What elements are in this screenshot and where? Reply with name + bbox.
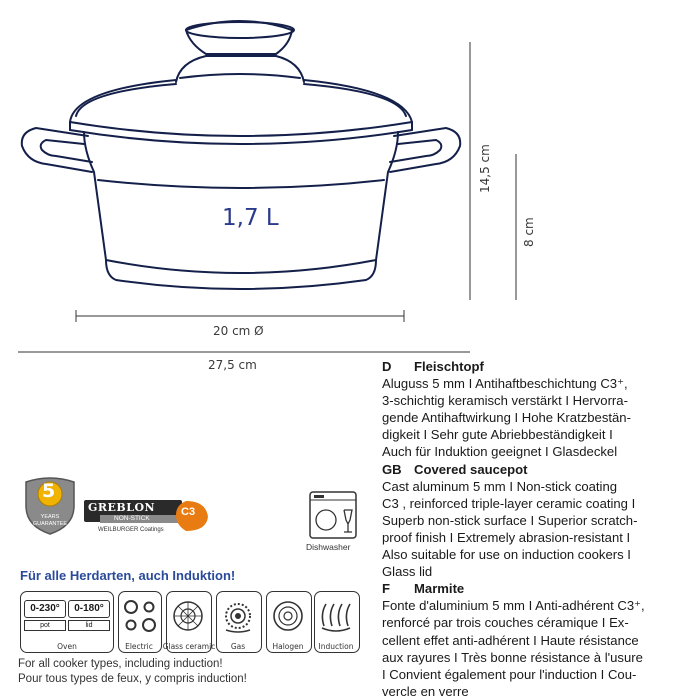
f-line: Fonte d'aluminium 5 mm I Anti-adhérent C3⁺,: [382, 598, 645, 614]
induction-label: Induction: [318, 642, 354, 651]
cooker-footer-fr: Pour tous types de feux, y compris induction!: [18, 673, 247, 685]
f-title: Marmite: [414, 581, 465, 597]
product-description: [382, 358, 694, 700]
de-code: D: [382, 359, 392, 374]
f-line: renforcé par trois couches céramique I Ex-: [382, 615, 629, 631]
de-line: gende Antihaftwirkung I Hohe Kratzbestän-: [382, 410, 631, 426]
oven-label: Oven: [57, 642, 77, 651]
f-code: F: [382, 581, 390, 597]
electric-hob-icon: [122, 598, 158, 634]
warranty-years: YEARS: [40, 514, 60, 520]
oven-pot-temp: 0-230°: [24, 600, 66, 618]
gb-line: proof finish I Extremely abrasion-resistant I: [382, 529, 631, 545]
gb-line: C3 , reinforced triple-layer ceramic coating I: [382, 495, 636, 511]
greblon-footer: WEILBURGER Coatings: [98, 527, 164, 533]
dishwasher-icon: [308, 490, 358, 540]
width-label: 27,5 cm: [208, 358, 257, 372]
glass-ceramic-label: Glass ceramic: [162, 642, 216, 651]
greblon-sub: NON-STICK: [114, 515, 150, 522]
halogen-hob-icon: [270, 596, 306, 636]
gas-label: Gas: [230, 642, 246, 651]
de-line: Auch für Induktion geeignet I Glasdeckel: [382, 444, 618, 460]
de-title: Fleischtopf: [414, 359, 484, 374]
gb-code: GB: [382, 461, 402, 477]
capacity-label: 1,7 L: [222, 205, 279, 231]
warranty-number: 5: [42, 480, 56, 502]
greblon-c3: C3: [181, 506, 196, 518]
cooker-heading: Für alle Herdarten, auch Induktion!: [20, 568, 236, 583]
oven-pot-label: pot: [24, 620, 66, 631]
de-line: Aluguss 5 mm I Antihaftbeschichtung C3⁺,: [382, 376, 628, 392]
halogen-label: Halogen: [272, 642, 304, 651]
f-heading: [382, 580, 694, 597]
height-body-label: 8 cm: [522, 217, 536, 247]
diameter-label: 20 cm Ø: [213, 324, 264, 338]
cooker-footer-en: For all cooker types, including induction!: [18, 658, 223, 670]
warranty-guarantee: GUARANTEE: [32, 521, 68, 527]
de-line: 3-schichtig keramisch verstärkt I Hervorra-: [382, 393, 628, 409]
glass-ceramic-icon: [170, 596, 206, 636]
de-line: digkeit I Sehr gute Abriebbeständigkeit I: [382, 427, 613, 443]
dishwasher-label: Dishwasher: [306, 542, 351, 552]
gb-line: Cast aluminum 5 mm I Non-stick coating: [382, 478, 618, 494]
f-line: I Convient également pour l'induction I Cou-: [382, 666, 637, 682]
height-total-label: 14,5 cm: [478, 144, 492, 193]
gb-line: Glass lid: [382, 564, 433, 580]
electric-label: Electric: [125, 642, 153, 651]
oven-lid-temp: 0-180°: [68, 600, 110, 618]
gb-heading: [382, 461, 694, 478]
f-line: cellent effet anti-adhérent I Haute résistance: [382, 632, 639, 648]
gas-burner-icon: [220, 596, 256, 636]
gb-line: Also suitable for use on induction cookers I: [382, 547, 631, 563]
induction-coil-icon: [318, 596, 354, 636]
f-line: aux rayures I Très bonne résistance à l'usure: [382, 649, 643, 665]
greblon-brand: GREBLON: [88, 501, 156, 514]
gb-line: Superb non-stick surface I Superior scratch-: [382, 512, 638, 528]
f-line: vercle en verre: [382, 683, 469, 699]
gb-title: Covered saucepot: [414, 461, 528, 477]
oven-lid-label: lid: [68, 620, 110, 631]
de-heading: [382, 358, 694, 375]
